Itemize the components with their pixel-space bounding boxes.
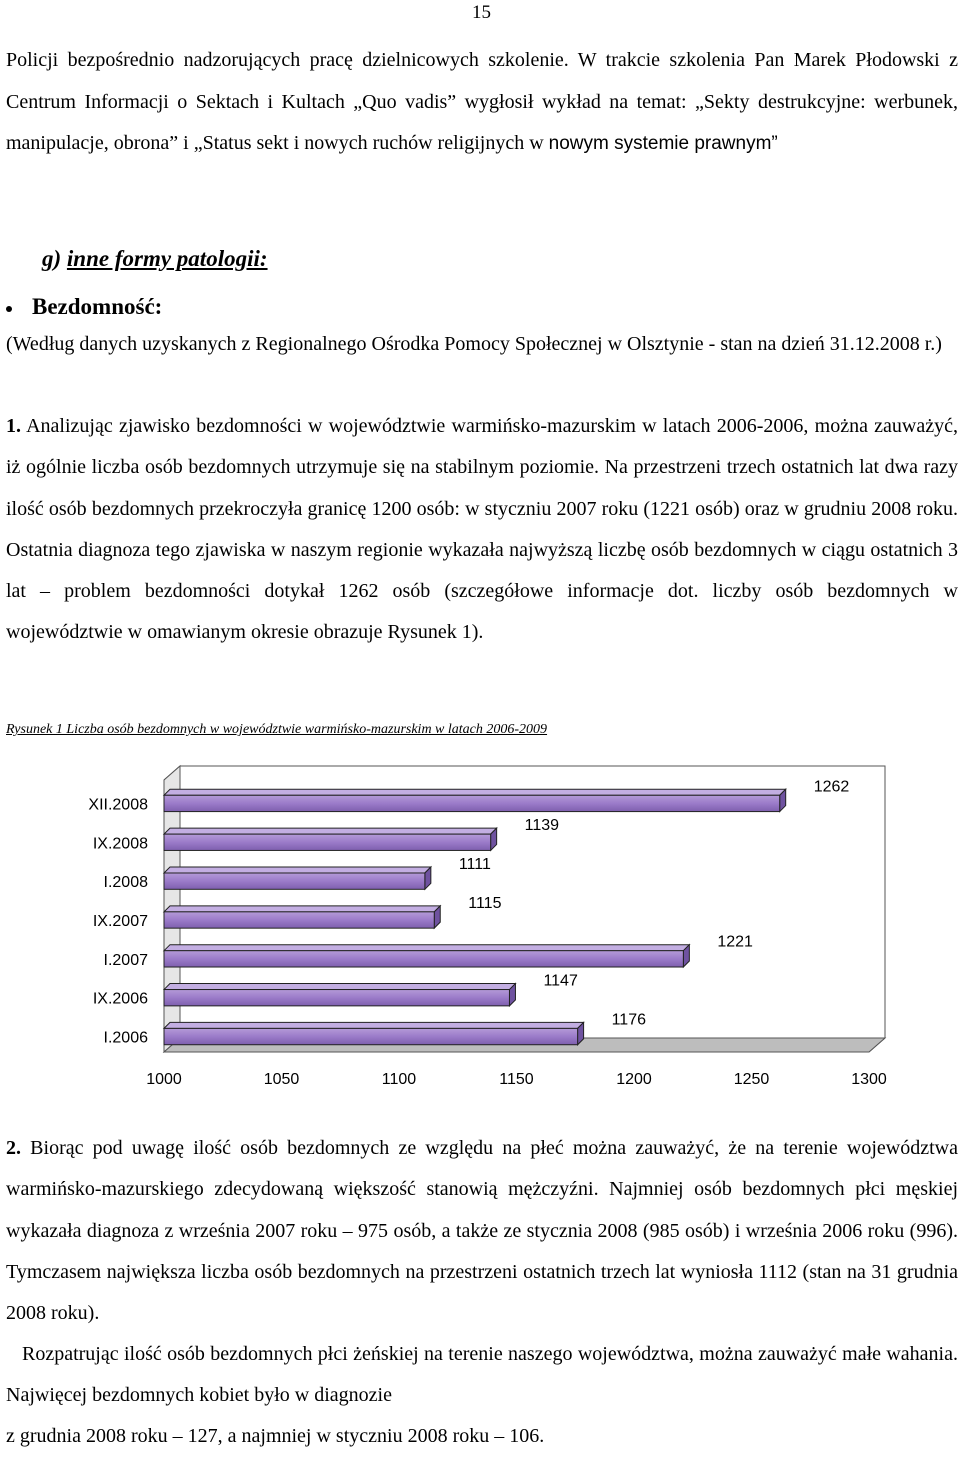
x-tick-label: 1050 [263,1071,300,1088]
paragraph-1 [6,406,958,654]
x-tick-label: 1200 [616,1071,652,1088]
bullet-label: Bezdomność: [32,294,163,319]
value-label: 1262 [813,778,850,796]
intro-text: Policji bezpośrednio nadzorujących pracę dzielnicowych szkolenie. W trakcie szkolenia Pan Marek Płodowski z Centrum Informacji o Sektach i Kultach „Quo vadis” wygłosił wykład na temat: „Sekty destrukcyjne: werbunek, manipulacje, obrona” i „Status sekt i nowych ruchów religijnych w [6,49,958,154]
section-title: inne formy patologii: [66,246,268,271]
paragraph-3-text-end: z grudnia 2008 roku – 127, a najmniej w styczniu 2008 roku – 106. [6,1425,545,1447]
bar-chart [0,760,960,1120]
paragraph-3 [6,1334,958,1457]
bar [164,990,509,1006]
intro-paragraph [6,40,958,165]
value-label: 1115 [468,894,502,912]
section-prefix: g) [42,246,67,271]
paragraph-2-text: Biorąc pod uwagę ilość osób bezdomnych ze względu na płeć można zauważyć, że na terenie województwa warmińsko-mazurskiego zdecydowaną większość stanowią mężczyźni. Najmniej osób bezdomnych płci męskiej wykazała diagnoza z września 2007 roku – 975 osób, a także ze stycznia 2008 (985 osób) i września 2006 roku (996). Tymczasem największa liczba osób bezdomnych na przestrzeni ostatnich trzech lat wyniosła 1112 (stan na 31 grudnia 2008 roku). [6,1137,958,1325]
category-label: I.2007 [103,951,148,969]
bar [164,873,425,889]
bar-top [164,984,515,990]
bar-top [164,867,431,873]
bar-top [164,945,689,951]
x-tick-label: 1300 [851,1071,887,1088]
bar-top [164,828,497,834]
x-tick-label: 1000 [146,1071,182,1088]
category-label: I.2006 [103,1029,148,1047]
source-note: (Według danych uzyskanych z Regionalnego Ośrodka Pomocy Społecznej w Olsztynie - stan na dzień 31.12.2008 r.) [6,333,942,355]
paragraph-2 [6,1128,958,1334]
paragraph-3-text: Rozpatrując ilość osób bezdomnych płci żeńskiej na terenie naszego województwa, można zauważyć małe wahania. Najwięcej bezdomnych kobiet było w diagnozie [6,1343,958,1406]
category-label: IX.2006 [92,990,148,1008]
bar [164,912,434,928]
bullet-dot-icon [6,306,12,312]
value-label: 1176 [611,1011,647,1029]
figure-caption: Rysunek 1 Liczba osób bezdomnych w województwie warmińsko-mazurskim w latach 2006-2009 [6,722,548,737]
paragraph-1-text: Analizując zjawisko bezdomności w województwie warmińsko-mazurskim w latach 2006-2006, można zauważyć, iż ogólnie liczba osób bezdomnych utrzymuje się na stabilnym poziomie. Na przestrzeni trzech ostatnich lat dwa razy ilość osób bezdomnych przekroczyła granicę 1200 osób: w styczniu 2007 roku (1221 osób) oraz w grudniu 2008 roku. Ostatnia diagnoza tego zjawiska w naszym regionie wykazała najwyższą liczbę osób bezdomnych w ciągu ostatnich 3 lat – problem bezdomności dotykał 1262 osób (szczegółowe informacje dot. liczby osób bezdomnych w województwie w omawianym okresie obrazuje Rysunek 1). [6,415,958,644]
x-tick-label: 1250 [733,1071,770,1088]
value-label: 1221 [717,933,753,951]
paragraph-1-number: 1. [6,415,21,437]
x-tick-label: 1150 [499,1071,534,1088]
value-label: 1147 [543,972,578,990]
bar-top [164,1022,584,1028]
bar [164,1028,578,1044]
category-label: IX.2007 [92,913,148,930]
intro-text-end: nowym systemie prawnym” [548,133,778,154]
category-label: I.2008 [103,874,148,892]
bar [164,795,780,811]
bullet-heading [6,294,162,320]
category-label: XII.2008 [88,796,148,814]
bar-top [164,789,786,795]
bar-top [164,906,440,912]
bar [164,951,683,967]
section-heading [42,246,268,272]
page-number: 15 [472,2,491,23]
x-tick-label: 1100 [381,1071,417,1088]
category-label: IX.2008 [92,835,148,853]
value-label: 1139 [524,817,560,835]
value-label: 1111 [458,855,491,873]
bar [164,834,491,850]
paragraph-2-number: 2. [6,1137,21,1159]
chart-bars [164,789,786,1044]
